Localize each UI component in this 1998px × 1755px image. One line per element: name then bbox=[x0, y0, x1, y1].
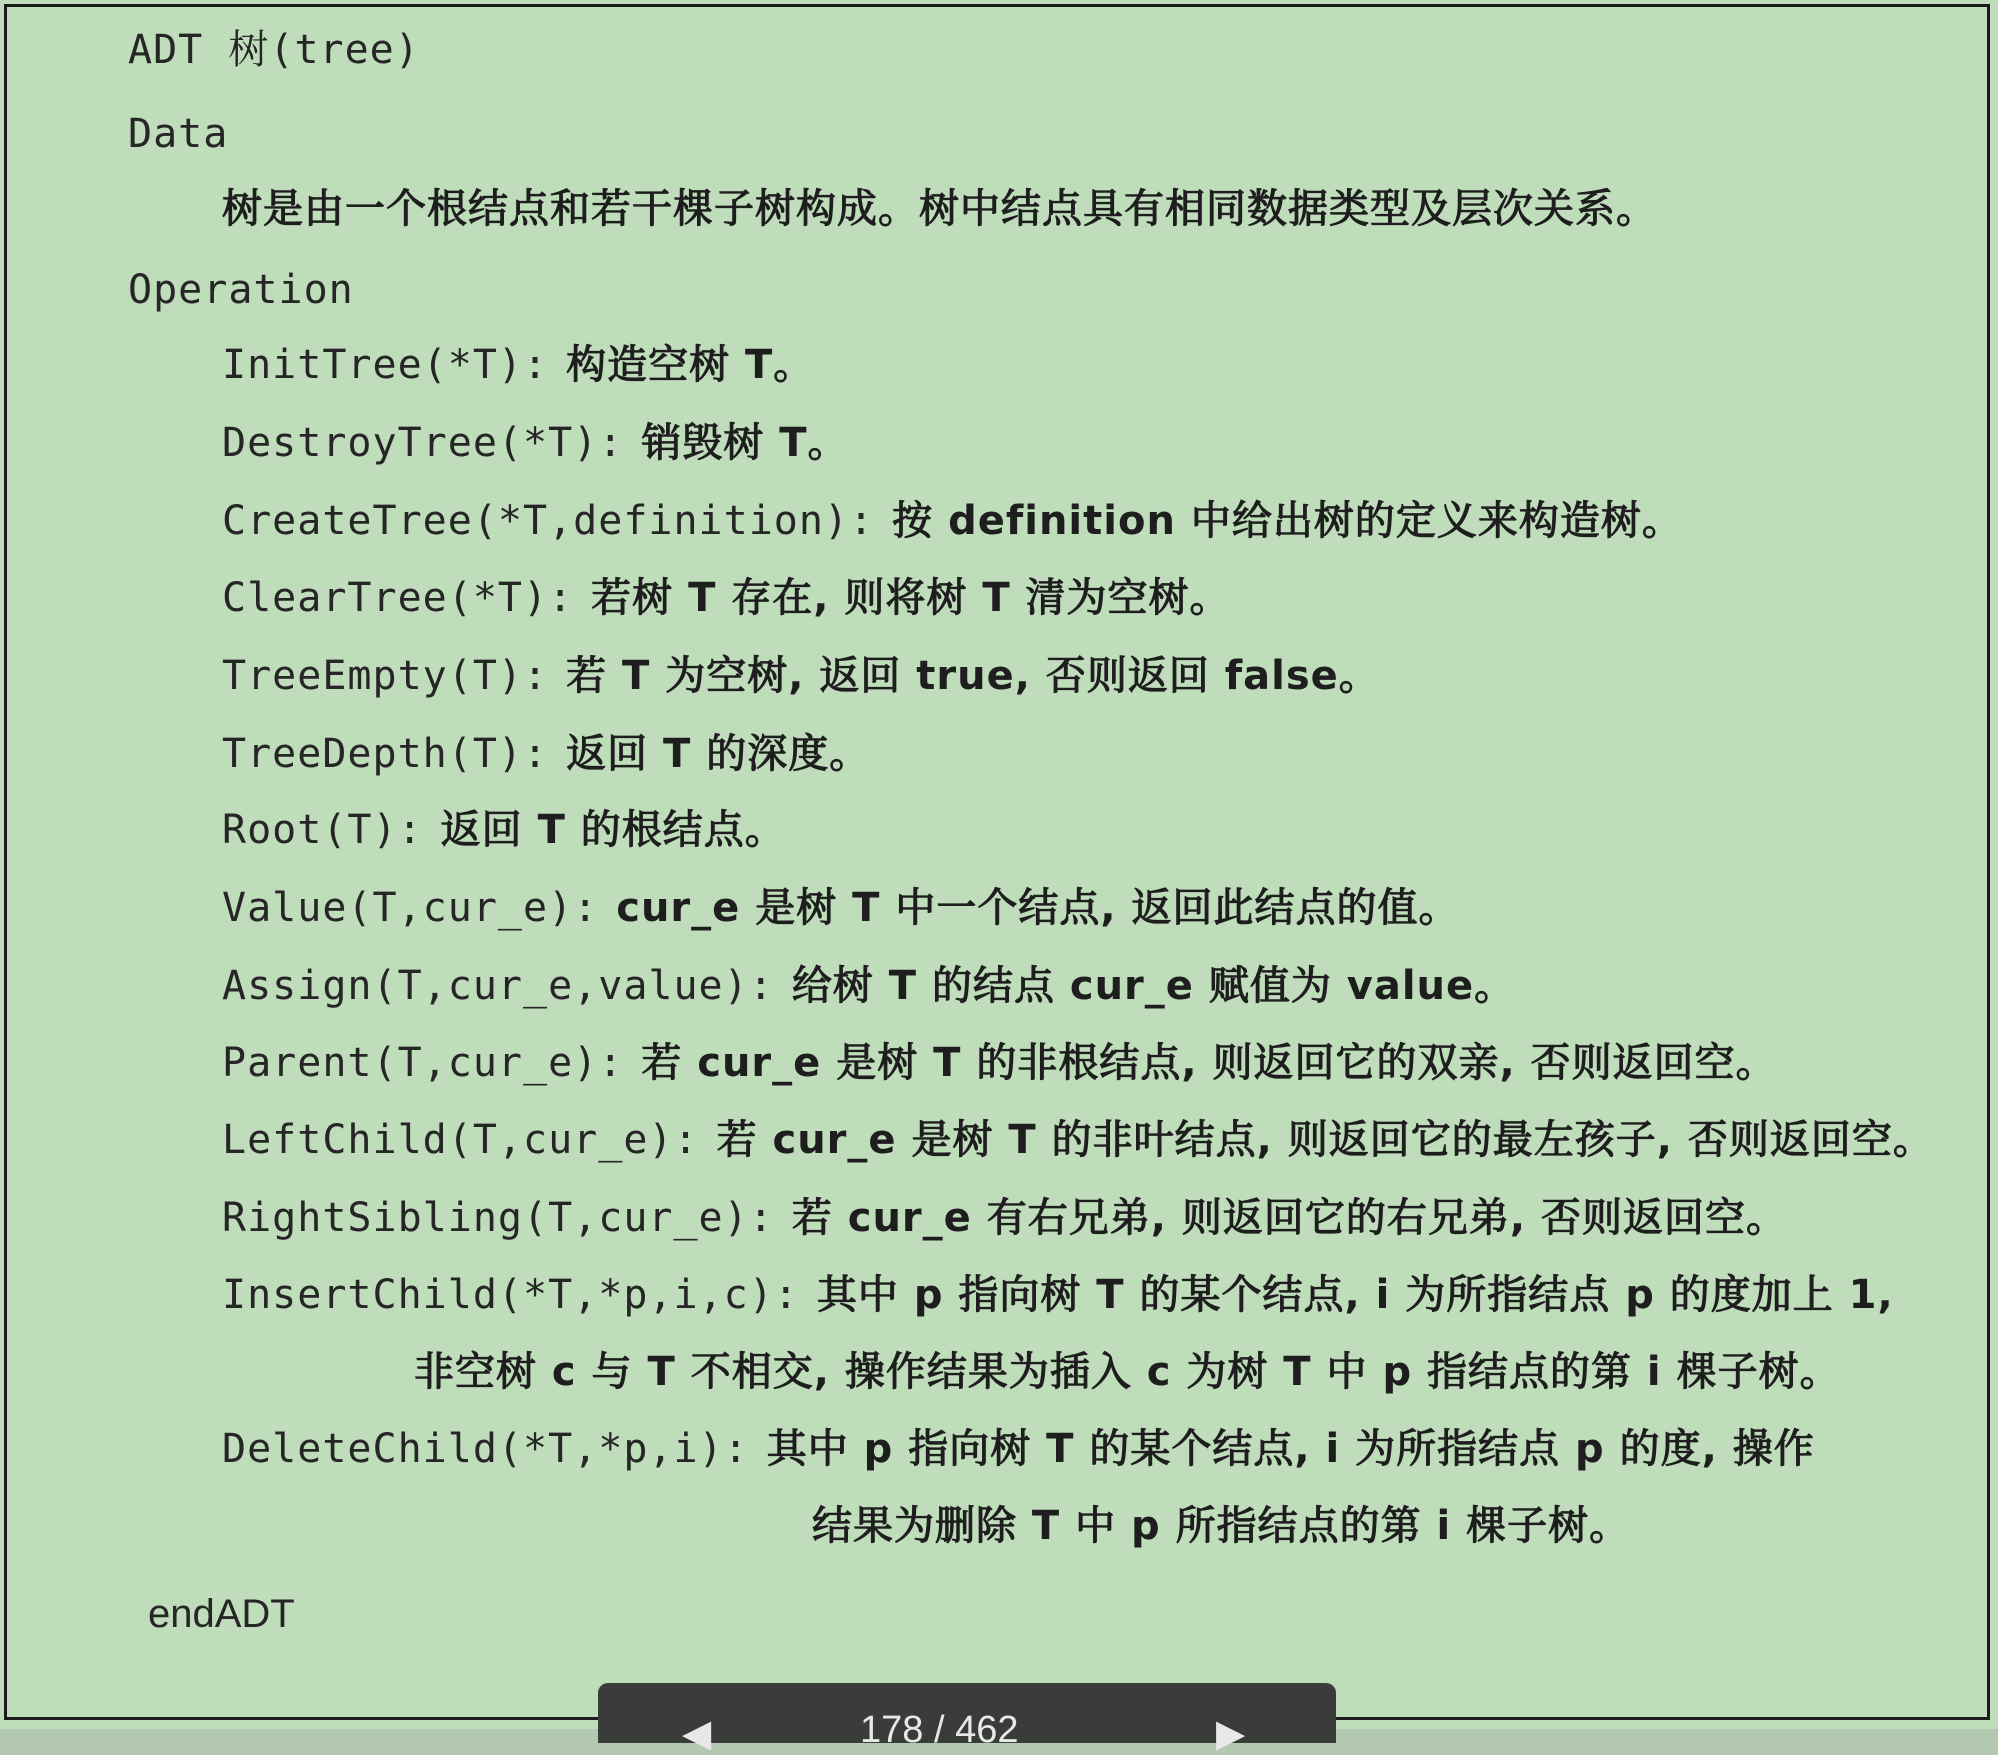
data-label: Data bbox=[128, 111, 229, 157]
op-destroytree bbox=[222, 419, 849, 467]
op-description: 若树 T 存在, 则将树 T 清为空树。 bbox=[591, 575, 1231, 621]
op-deletechild bbox=[222, 1425, 1815, 1473]
prev-page-icon[interactable]: ◀ bbox=[682, 1713, 712, 1755]
op-signature: DestroyTree(*T): bbox=[222, 420, 624, 466]
op-signature: DeleteChild(*T,*p,i): bbox=[222, 1426, 749, 1472]
op-signature: Root(T): bbox=[222, 807, 423, 853]
op-insertchild bbox=[222, 1271, 1894, 1319]
op-value bbox=[222, 884, 1459, 932]
op-signature: CreateTree(*T,definition): bbox=[222, 498, 875, 544]
op-description: 返回 T 的深度。 bbox=[566, 731, 871, 777]
adt-title: ADT 树(tree) bbox=[128, 27, 420, 73]
op-description: 其中 p 指向树 T 的某个结点, i 为所指结点 p 的度加上 1, bbox=[816, 1272, 1894, 1318]
op-signature: ClearTree(*T): bbox=[222, 575, 574, 621]
op-assign bbox=[222, 962, 1515, 1010]
op-rightsibling bbox=[222, 1194, 1787, 1242]
page-navigator bbox=[598, 1683, 1336, 1755]
op-signature: InsertChild(*T,*p,i,c): bbox=[222, 1272, 799, 1318]
op-treedepth bbox=[222, 730, 870, 778]
op-deletechild-continuation: 结果为删除 T 中 p 所指结点的第 i 棵子树。 bbox=[812, 1503, 1631, 1549]
op-description: 若 cur_e 有右兄弟, 则返回它的右兄弟, 否则返回空。 bbox=[791, 1195, 1787, 1241]
op-inittree bbox=[222, 341, 814, 389]
op-description: 按 definition 中给出树的定义来构造树。 bbox=[892, 498, 1683, 544]
op-signature: LeftChild(T,cur_e): bbox=[222, 1117, 699, 1163]
op-description: cur_e 是树 T 中一个结点, 返回此结点的值。 bbox=[616, 885, 1460, 931]
op-signature: Parent(T,cur_e): bbox=[222, 1040, 624, 1086]
op-root bbox=[222, 806, 786, 854]
op-description: 构造空树 T。 bbox=[566, 342, 815, 388]
end-adt: endADT bbox=[148, 1592, 295, 1636]
op-cleartree bbox=[222, 574, 1231, 622]
op-signature: InitTree(*T): bbox=[222, 342, 549, 388]
op-description: 返回 T 的根结点。 bbox=[440, 807, 786, 853]
op-signature: Value(T,cur_e): bbox=[222, 885, 599, 931]
op-parent bbox=[222, 1039, 1777, 1087]
operation-label: Operation bbox=[128, 267, 354, 313]
op-signature: Assign(T,cur_e,value): bbox=[222, 963, 774, 1009]
op-createtree bbox=[222, 497, 1683, 545]
op-signature: RightSibling(T,cur_e): bbox=[222, 1195, 774, 1241]
op-description: 若 cur_e 是树 T 的非叶结点, 则返回它的最左孩子, 否则返回空。 bbox=[716, 1117, 1934, 1163]
op-leftchild bbox=[222, 1116, 1934, 1164]
op-treeempty bbox=[222, 652, 1380, 700]
op-description: 销毁树 T。 bbox=[641, 420, 849, 466]
op-description: 其中 p 指向树 T 的某个结点, i 为所指结点 p 的度, 操作 bbox=[766, 1426, 1815, 1472]
page-counter: 178 / 462 bbox=[860, 1709, 1019, 1751]
op-description: 若 T 为空树, 返回 true, 否则返回 false。 bbox=[566, 653, 1380, 699]
op-signature: TreeEmpty(T): bbox=[222, 653, 549, 699]
op-insertchild-continuation: 非空树 c 与 T 不相交, 操作结果为插入 c 为树 T 中 p 指结点的第 i 棵子树。 bbox=[414, 1349, 1841, 1395]
data-description: 树是由一个根结点和若干棵子树构成。树中结点具有相同数据类型及层次关系。 bbox=[222, 186, 1657, 232]
next-page-icon[interactable]: ▶ bbox=[1216, 1713, 1246, 1755]
op-description: 若 cur_e 是树 T 的非根结点, 则返回它的双亲, 否则返回空。 bbox=[641, 1040, 1777, 1086]
op-signature: TreeDepth(T): bbox=[222, 731, 549, 777]
op-description: 给树 T 的结点 cur_e 赋值为 value。 bbox=[791, 963, 1516, 1009]
